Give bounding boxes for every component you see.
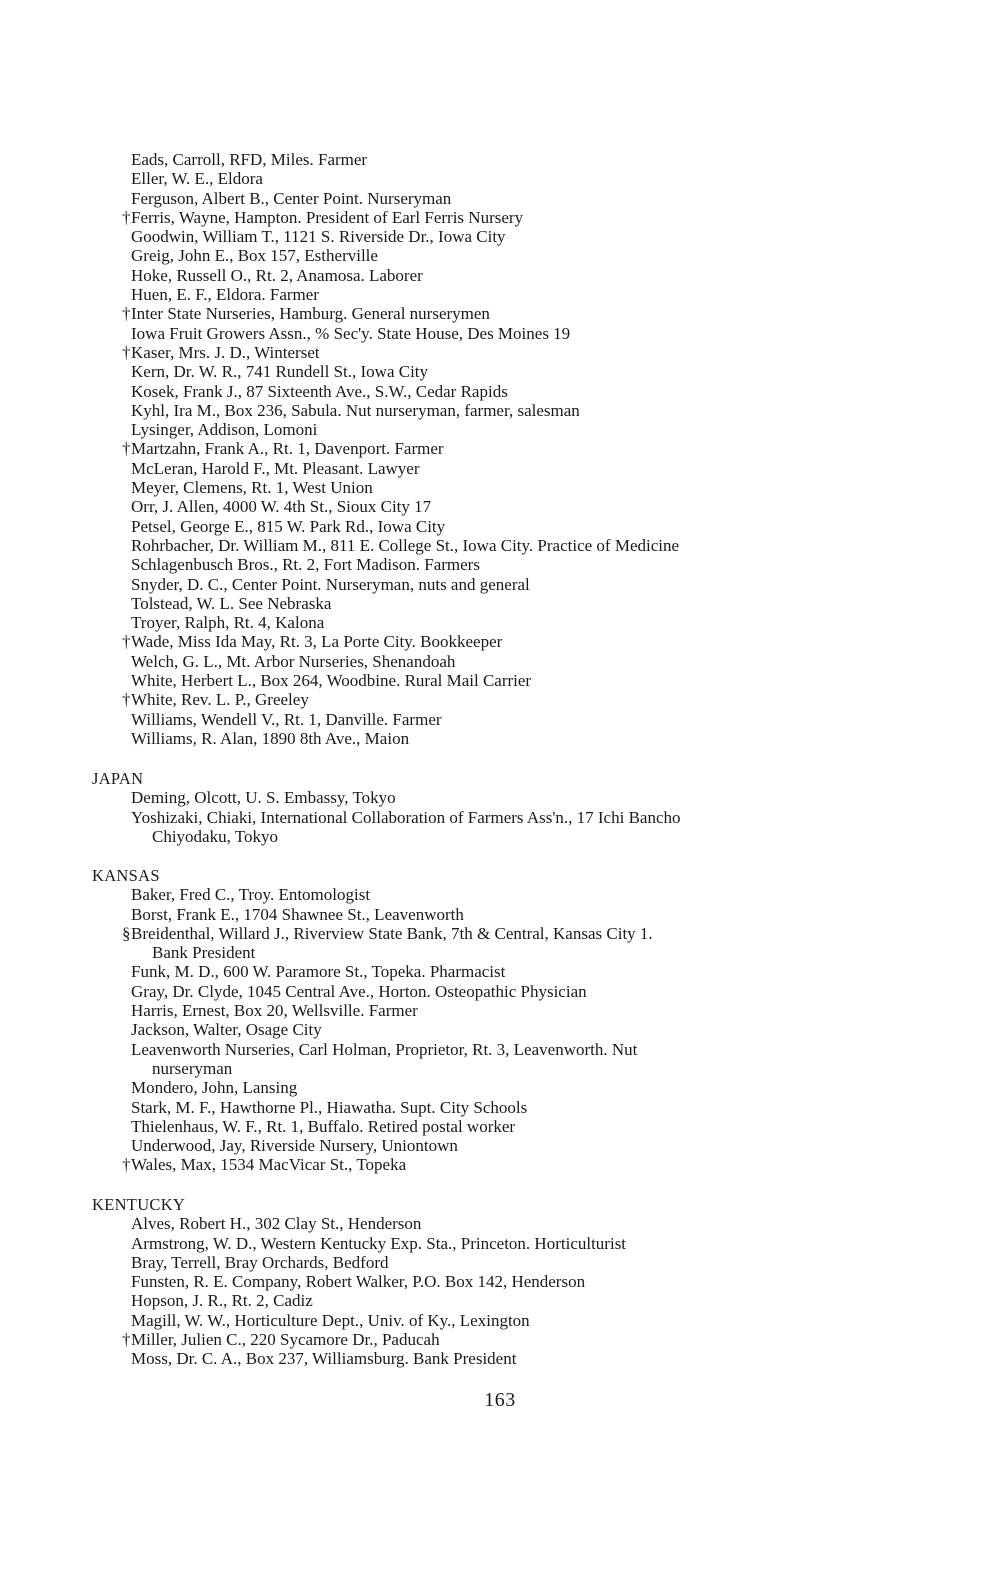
directory-entry: [0, 671, 1000, 690]
directory-entry: [0, 1253, 1000, 1272]
directory-entry: [0, 594, 1000, 613]
japan-section: [0, 769, 1000, 846]
entry-text: Eads, Carroll, RFD, Miles. Farmer: [131, 150, 368, 169]
dagger-mark: †: [122, 632, 131, 652]
entry-text: Funk, M. D., 600 W. Paramore St., Topeka. Pharmacist: [131, 962, 506, 982]
directory-entry: [0, 1155, 1000, 1174]
entry-text: Magill, W. W., Horticulture Dept., Univ. of Ky., Lexington: [131, 1310, 530, 1330]
directory-entry: [0, 1214, 1000, 1233]
directory-entry: [0, 924, 1000, 963]
directory-entry: [0, 1078, 1000, 1097]
entry-text: Greig, John E., Box 157, Estherville: [131, 246, 378, 266]
entry-text: Inter State Nurseries, Hamburg. General nurserymen: [131, 304, 490, 324]
directory-entry: [0, 362, 1000, 381]
directory-entry: [0, 478, 1000, 497]
entry-text: Schlagenbusch Bros., Rt. 2, Fort Madison. Farmers: [131, 555, 480, 575]
directory-entry: [0, 613, 1000, 632]
directory-entry: [0, 1291, 1000, 1310]
directory-entry: [0, 227, 1000, 246]
entry-continuation: Chiyodaku, Tokyo: [152, 826, 278, 846]
entry-text: Baker, Fred C., Troy. Entomologist: [131, 885, 371, 905]
entry-text: Tolstead, W. L. See Nebraska: [131, 593, 332, 613]
entry-text: Moss, Dr. C. A., Box 237, Williamsburg. Bank President: [131, 1349, 517, 1369]
directory-entry: [0, 729, 1000, 748]
entry-text: Wade, Miss Ida May, Rt. 3, La Porte City. Bookkeeper: [131, 632, 503, 652]
dagger-mark: †: [122, 1330, 131, 1350]
entry-text: Ferguson, Albert B., Center Point. Nurseryman: [131, 188, 452, 208]
directory-entry: [0, 459, 1000, 478]
entry-text: Stark, M. F., Hawthorne Pl., Hiawatha. Supt. City Schools: [131, 1097, 528, 1117]
entry-text: Armstrong, W. D., Western Kentucky Exp. Sta., Princeton. Horticulturist: [131, 1233, 627, 1253]
directory-entry: [0, 905, 1000, 924]
entry-text: Breidenthal, Willard J., Riverview State Bank, 7th & Central, Kansas City 1.: [131, 923, 653, 943]
directory-entry: [0, 632, 1000, 651]
directory-entry: [0, 382, 1000, 401]
entry-text: Martzahn, Frank A., Rt. 1, Davenport. Farmer: [131, 439, 444, 459]
directory-entry: [0, 420, 1000, 439]
directory-entry: [0, 1272, 1000, 1291]
state-heading-japan: JAPAN: [92, 769, 144, 788]
directory-entry: [0, 555, 1000, 574]
entry-text: Thielenhaus, W. F., Rt. 1, Buffalo. Retired postal worker: [131, 1116, 516, 1136]
directory-entry: [0, 517, 1000, 536]
directory-entry: [0, 1117, 1000, 1136]
kentucky-entries: [0, 1214, 1000, 1368]
entry-continuation: nurseryman: [152, 1058, 233, 1078]
entry-text: Miller, Julien C., 220 Sycamore Dr., Paducah: [131, 1330, 440, 1350]
directory-entry: [0, 1234, 1000, 1253]
directory-entry: [0, 1020, 1000, 1039]
directory-entry: [0, 1311, 1000, 1330]
dagger-mark: †: [122, 207, 131, 227]
entry-text: Kern, Dr. W. R., 741 Rundell St., Iowa City: [131, 362, 429, 382]
entry-continuation: Bank President: [152, 943, 256, 963]
kentucky-section: [0, 1195, 1000, 1369]
state-heading-kentucky: KENTUCKY: [92, 1195, 186, 1214]
entry-text: White, Herbert L., Box 264, Woodbine. Rural Mail Carrier: [131, 671, 532, 691]
entry-text: Underwood, Jay, Riverside Nursery, Uniontown: [131, 1136, 458, 1156]
entry-text: Gray, Dr. Clyde, 1045 Central Ave., Horton. Osteopathic Physician: [131, 981, 587, 1001]
directory-entry: [0, 982, 1000, 1001]
entry-text: Goodwin, William T., 1121 S. Riverside Dr., Iowa City: [131, 227, 506, 247]
directory-entry: [0, 1040, 1000, 1079]
entry-text: Jackson, Walter, Osage City: [131, 1020, 322, 1040]
directory-entry: [0, 1349, 1000, 1368]
entry-text: Leavenworth Nurseries, Carl Holman, Proprietor, Rt. 3, Leavenworth. Nut: [131, 1039, 638, 1059]
directory-entry: [0, 266, 1000, 285]
directory-entry: [0, 808, 1000, 847]
directory-entry: [0, 304, 1000, 323]
directory-entry: [0, 246, 1000, 265]
entry-text: Hopson, J. R., Rt. 2, Cadiz: [131, 1291, 313, 1311]
directory-entry: [0, 1001, 1000, 1020]
entry-text: Orr, J. Allen, 4000 W. 4th St., Sioux City 17: [131, 497, 432, 517]
directory-entry: [0, 497, 1000, 516]
entry-text: Kyhl, Ira M., Box 236, Sabula. Nut nurseryman, farmer, salesman: [131, 400, 580, 420]
directory-entry: [0, 1098, 1000, 1117]
kansas-entries: [0, 885, 1000, 1174]
entry-text: Mondero, John, Lansing: [131, 1078, 298, 1098]
directory-entry: [0, 885, 1000, 904]
section-mark: §: [122, 923, 131, 943]
entry-text: White, Rev. L. P., Greeley: [131, 690, 309, 710]
entry-text: Funsten, R. E. Company, Robert Walker, P.O. Box 142, Henderson: [131, 1272, 586, 1292]
entry-text: Kaser, Mrs. J. D., Winterset: [131, 342, 320, 362]
directory-entry: [0, 710, 1000, 729]
entry-text: Borst, Frank E., 1704 Shawnee St., Leavenworth: [131, 904, 464, 924]
state-heading-kansas: KANSAS: [92, 866, 160, 885]
entry-text: Kosek, Frank J., 87 Sixteenth Ave., S.W., Cedar Rapids: [131, 381, 508, 401]
directory-entry: [0, 439, 1000, 458]
dagger-mark: †: [122, 1155, 131, 1175]
directory-entry: [0, 1330, 1000, 1349]
entry-text: Welch, G. L., Mt. Arbor Nurseries, Shenandoah: [131, 651, 456, 671]
entry-text: Ferris, Wayne, Hampton. President of Earl Ferris Nursery: [131, 207, 524, 227]
entry-text: Bray, Terrell, Bray Orchards, Bedford: [131, 1252, 389, 1272]
page-number: 163: [484, 1389, 516, 1411]
japan-entries: [0, 788, 1000, 846]
directory-entry: [0, 169, 1000, 188]
directory-entry: [0, 401, 1000, 420]
directory-entry: [0, 575, 1000, 594]
directory-entry: [0, 652, 1000, 671]
entry-text: Eller, W. E., Eldora: [131, 169, 263, 189]
dagger-mark: †: [122, 304, 131, 324]
entry-text: Williams, R. Alan, 1890 8th Ave., Maion: [131, 728, 410, 748]
iowa-entries: [0, 150, 1000, 748]
entry-text: Lysinger, Addison, Lomoni: [131, 420, 318, 440]
entry-text: Deming, Olcott, U. S. Embassy, Tokyo: [131, 788, 396, 808]
entry-text: Petsel, George E., 815 W. Park Rd., Iowa City: [131, 516, 446, 536]
entry-text: Snyder, D. C., Center Point. Nurseryman, nuts and general: [131, 574, 530, 594]
directory-entry: [0, 788, 1000, 807]
directory-entry: [0, 1136, 1000, 1155]
directory-entry: [0, 324, 1000, 343]
directory-entry: [0, 536, 1000, 555]
entry-text: Hoke, Russell O., Rt. 2, Anamosa. Laborer: [131, 265, 423, 285]
entry-text: Troyer, Ralph, Rt. 4, Kalona: [131, 613, 325, 633]
directory-entry: [0, 962, 1000, 981]
dagger-mark: †: [122, 342, 131, 362]
entry-text: Wales, Max, 1534 MacVicar St., Topeka: [131, 1155, 407, 1175]
entry-text: Yoshizaki, Chiaki, International Collaboration of Farmers Ass'n., 17 Ichi Bancho: [131, 807, 681, 827]
directory-entry: [0, 285, 1000, 304]
directory-entry: [0, 343, 1000, 362]
entry-text: McLeran, Harold F., Mt. Pleasant. Lawyer: [131, 458, 420, 478]
entry-text: Harris, Ernest, Box 20, Wellsville. Farmer: [131, 1001, 418, 1021]
dagger-mark: †: [122, 439, 131, 459]
entry-text: Huen, E. F., Eldora. Farmer: [131, 285, 319, 305]
entry-text: Rohrbacher, Dr. William M., 811 E. College St., Iowa City. Practice of Medicine: [131, 535, 680, 555]
directory-entry: [0, 189, 1000, 208]
directory-entry: [0, 208, 1000, 227]
directory-entry: [0, 150, 1000, 169]
entry-text: Iowa Fruit Growers Assn., % Sec'y. State House, Des Moines 19: [131, 323, 571, 343]
directory-entry: [0, 690, 1000, 709]
entry-text: Williams, Wendell V., Rt. 1, Danville. Farmer: [131, 709, 442, 729]
dagger-mark: †: [122, 690, 131, 710]
entry-text: Meyer, Clemens, Rt. 1, West Union: [131, 478, 373, 498]
entry-text: Alves, Robert H., 302 Clay St., Henderson: [131, 1214, 422, 1234]
kansas-section: [0, 866, 1000, 1175]
